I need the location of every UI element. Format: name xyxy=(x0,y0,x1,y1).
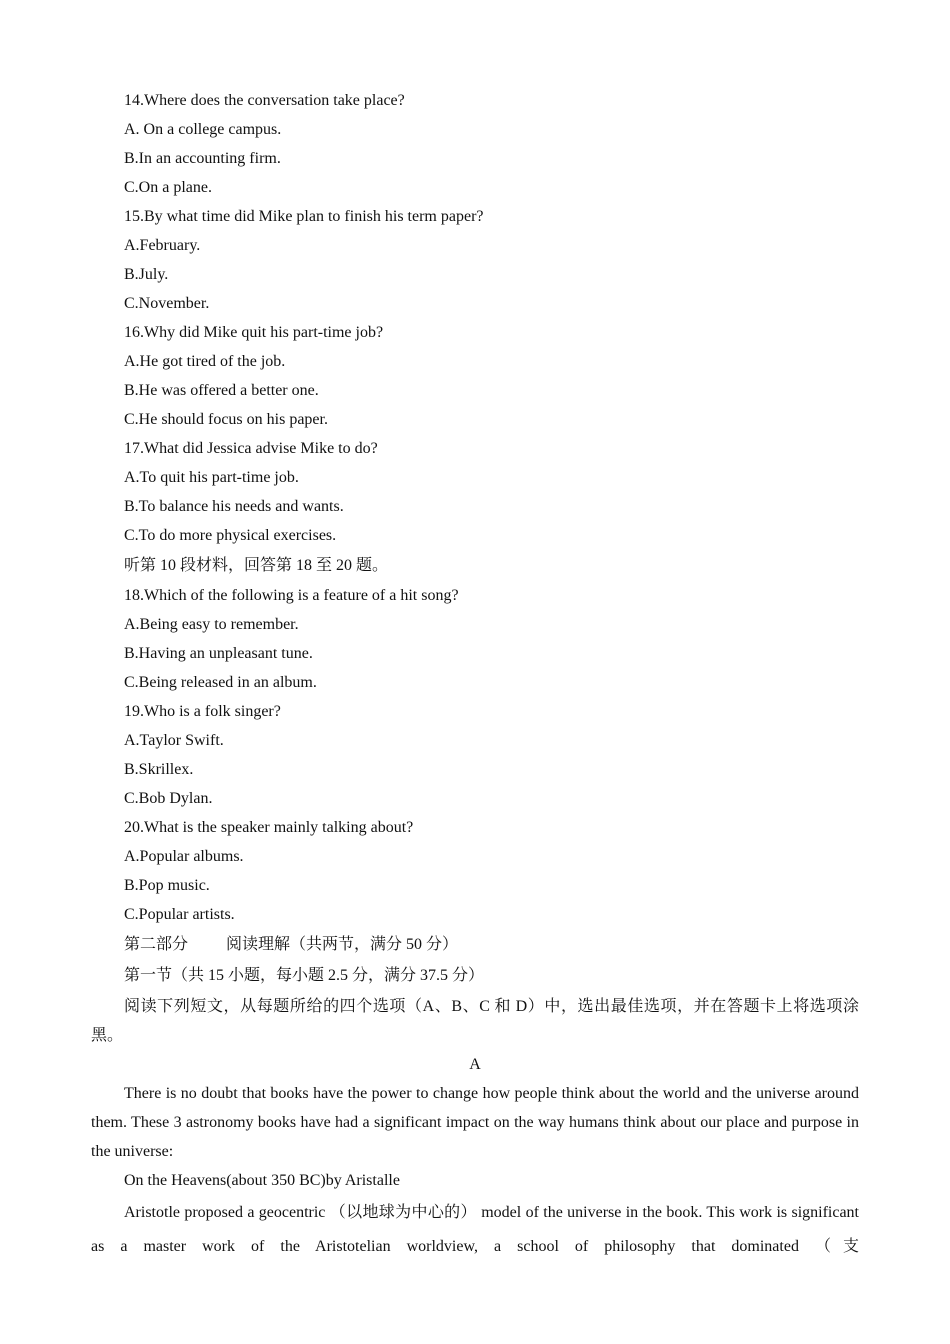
option-15-c: C.November. xyxy=(124,295,210,312)
option-16-b: B.He was offered a better one. xyxy=(124,382,319,399)
option-18-c: C.Being released in an album. xyxy=(124,674,317,691)
part-2-title: 阅读理解（共两节，满分 50 分） xyxy=(226,936,459,953)
dominated-gloss: （支 xyxy=(814,1236,859,1255)
option-18-a: A.Being easy to remember. xyxy=(124,616,299,633)
reading-instruction: 阅读下列短文，从每题所给的四个选项（A、B、C 和 D）中，选出最佳选项，并在答题卡上将选项涂黑。 xyxy=(91,998,859,1044)
option-16-c: C.He should focus on his paper. xyxy=(124,411,328,428)
passage-label: A xyxy=(469,1056,481,1073)
option-14-a: A. On a college campus. xyxy=(124,121,282,138)
book-1-text-end: model of the universe in the book. This work is significant as a master work of the Aristotelian worldview, a school of philosophy that dominated xyxy=(91,1204,860,1255)
option-15-a: A.February. xyxy=(124,237,201,254)
option-14-c: C.On a plane. xyxy=(124,179,212,196)
option-20-c: C.Popular artists. xyxy=(124,906,235,923)
option-17-c: C.To do more physical exercises. xyxy=(124,527,337,544)
geocentric-gloss: （以地球为中心的） xyxy=(329,1202,477,1221)
question-14: 14.Where does the conversation take place? xyxy=(124,92,405,109)
part-2-heading xyxy=(91,929,859,960)
part-2-number: 第二部分 xyxy=(124,936,189,953)
question-18: 18.Which of the following is a feature of a hit song? xyxy=(124,587,459,604)
option-20-b: B.Pop music. xyxy=(124,877,210,894)
section-1-heading: 第一节（共 15 小题，每小题 2.5 分，满分 37.5 分） xyxy=(124,967,485,984)
option-15-b: B.July. xyxy=(124,266,169,283)
option-19-a: A.Taylor Swift. xyxy=(124,732,224,749)
option-17-a: A.To quit his part-time job. xyxy=(124,469,299,486)
option-19-c: C.Bob Dylan. xyxy=(124,790,213,807)
option-19-b: B.Skrillex. xyxy=(124,761,194,778)
passage-intro: There is no doubt that books have the power to change how people think about the world and the universe around them. These 3 astronomy books have had a significant impact on the way humans think about our place and purpose in the universe: xyxy=(91,1085,859,1160)
question-20: 20.What is the speaker mainly talking about? xyxy=(124,819,414,836)
question-17: 17.What did Jessica advise Mike to do? xyxy=(124,440,378,457)
option-16-a: A.He got tired of the job. xyxy=(124,353,286,370)
page-content xyxy=(91,86,859,1263)
book-1-title: On the Heavens(about 350 BC)by Aristalle xyxy=(124,1172,400,1189)
option-17-b: B.To balance his needs and wants. xyxy=(124,498,344,515)
question-19: 19.Who is a folk singer? xyxy=(124,703,281,720)
option-14-b: B.In an accounting firm. xyxy=(124,150,281,167)
question-15: 15.By what time did Mike plan to finish his term paper? xyxy=(124,208,484,225)
book-1-text-start: Aristotle proposed a geocentric xyxy=(124,1204,330,1221)
book-1-description xyxy=(91,1195,859,1263)
segment-10-instruction: 听第 10 段材料，回答第 18 至 20 题。 xyxy=(124,557,389,574)
option-20-a: A.Popular albums. xyxy=(124,848,244,865)
option-18-b: B.Having an unpleasant tune. xyxy=(124,645,313,662)
question-16: 16.Why did Mike quit his part-time job? xyxy=(124,324,384,341)
